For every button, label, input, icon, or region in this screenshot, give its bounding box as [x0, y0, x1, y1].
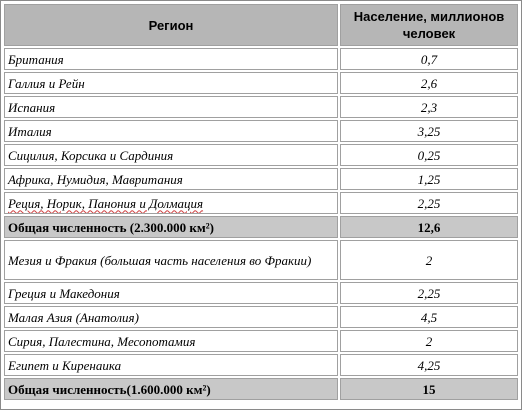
region-cell: Испания: [4, 96, 338, 118]
population-cell: 2,6: [340, 72, 518, 94]
table-row: [4, 354, 518, 376]
region-text-spellcheck: Реция, Норик, Панония и Долмация: [8, 195, 204, 211]
region-cell: Италия: [4, 120, 338, 142]
population-cell: 4,25: [340, 354, 518, 376]
population-cell: 2,25: [340, 282, 518, 304]
table-row: [4, 96, 518, 118]
population-cell: 1,25: [340, 168, 518, 190]
table-row: [4, 282, 518, 304]
total-value-cell: 12,6: [340, 216, 518, 238]
population-cell: 2: [340, 240, 518, 280]
region-cell: [4, 168, 338, 190]
population-cell: 0,7: [340, 48, 518, 70]
population-table: [2, 2, 520, 402]
region-cell: Британия: [4, 48, 338, 70]
total-label-cell: Общая численность(1.600.000 км²): [4, 378, 338, 400]
table-row: [4, 168, 518, 190]
population-cell: 2,25: [340, 192, 518, 214]
table-row: [4, 306, 518, 328]
region-cell: Греция и Македония: [4, 282, 338, 304]
region-cell: Египет и Киренаика: [4, 354, 338, 376]
table-header-row: [4, 4, 518, 46]
table-row: [4, 240, 518, 280]
column-header-region: Регион: [4, 4, 338, 46]
column-header-population: Население, миллионов человек: [340, 4, 518, 46]
total-label-cell: Общая численность (2.300.000 км²): [4, 216, 338, 238]
table-row: [4, 330, 518, 352]
population-cell: 3,25: [340, 120, 518, 142]
table-row: [4, 144, 518, 166]
population-cell: 2: [340, 330, 518, 352]
region-cell: Мезия и Фракия (большая часть населения во Фракии): [4, 240, 338, 280]
region-cell: Сицилия, Корсика и Сардиния: [4, 144, 338, 166]
region-text: Африка, Нумидия, Мавритания: [8, 171, 183, 187]
total-row: [4, 216, 518, 238]
region-cell: [4, 192, 338, 214]
region-cell: Галлия и Рейн: [4, 72, 338, 94]
table-row: [4, 48, 518, 70]
population-cell: 4,5: [340, 306, 518, 328]
region-cell: Сирия, Палестина, Месопотамия: [4, 330, 338, 352]
population-cell: 2,3: [340, 96, 518, 118]
region-cell: Малая Азия (Анатолия): [4, 306, 338, 328]
table-row: [4, 120, 518, 142]
table-row: [4, 192, 518, 214]
total-row: [4, 378, 518, 400]
population-cell: 0,25: [340, 144, 518, 166]
table-row: [4, 72, 518, 94]
total-value-cell: 15: [340, 378, 518, 400]
